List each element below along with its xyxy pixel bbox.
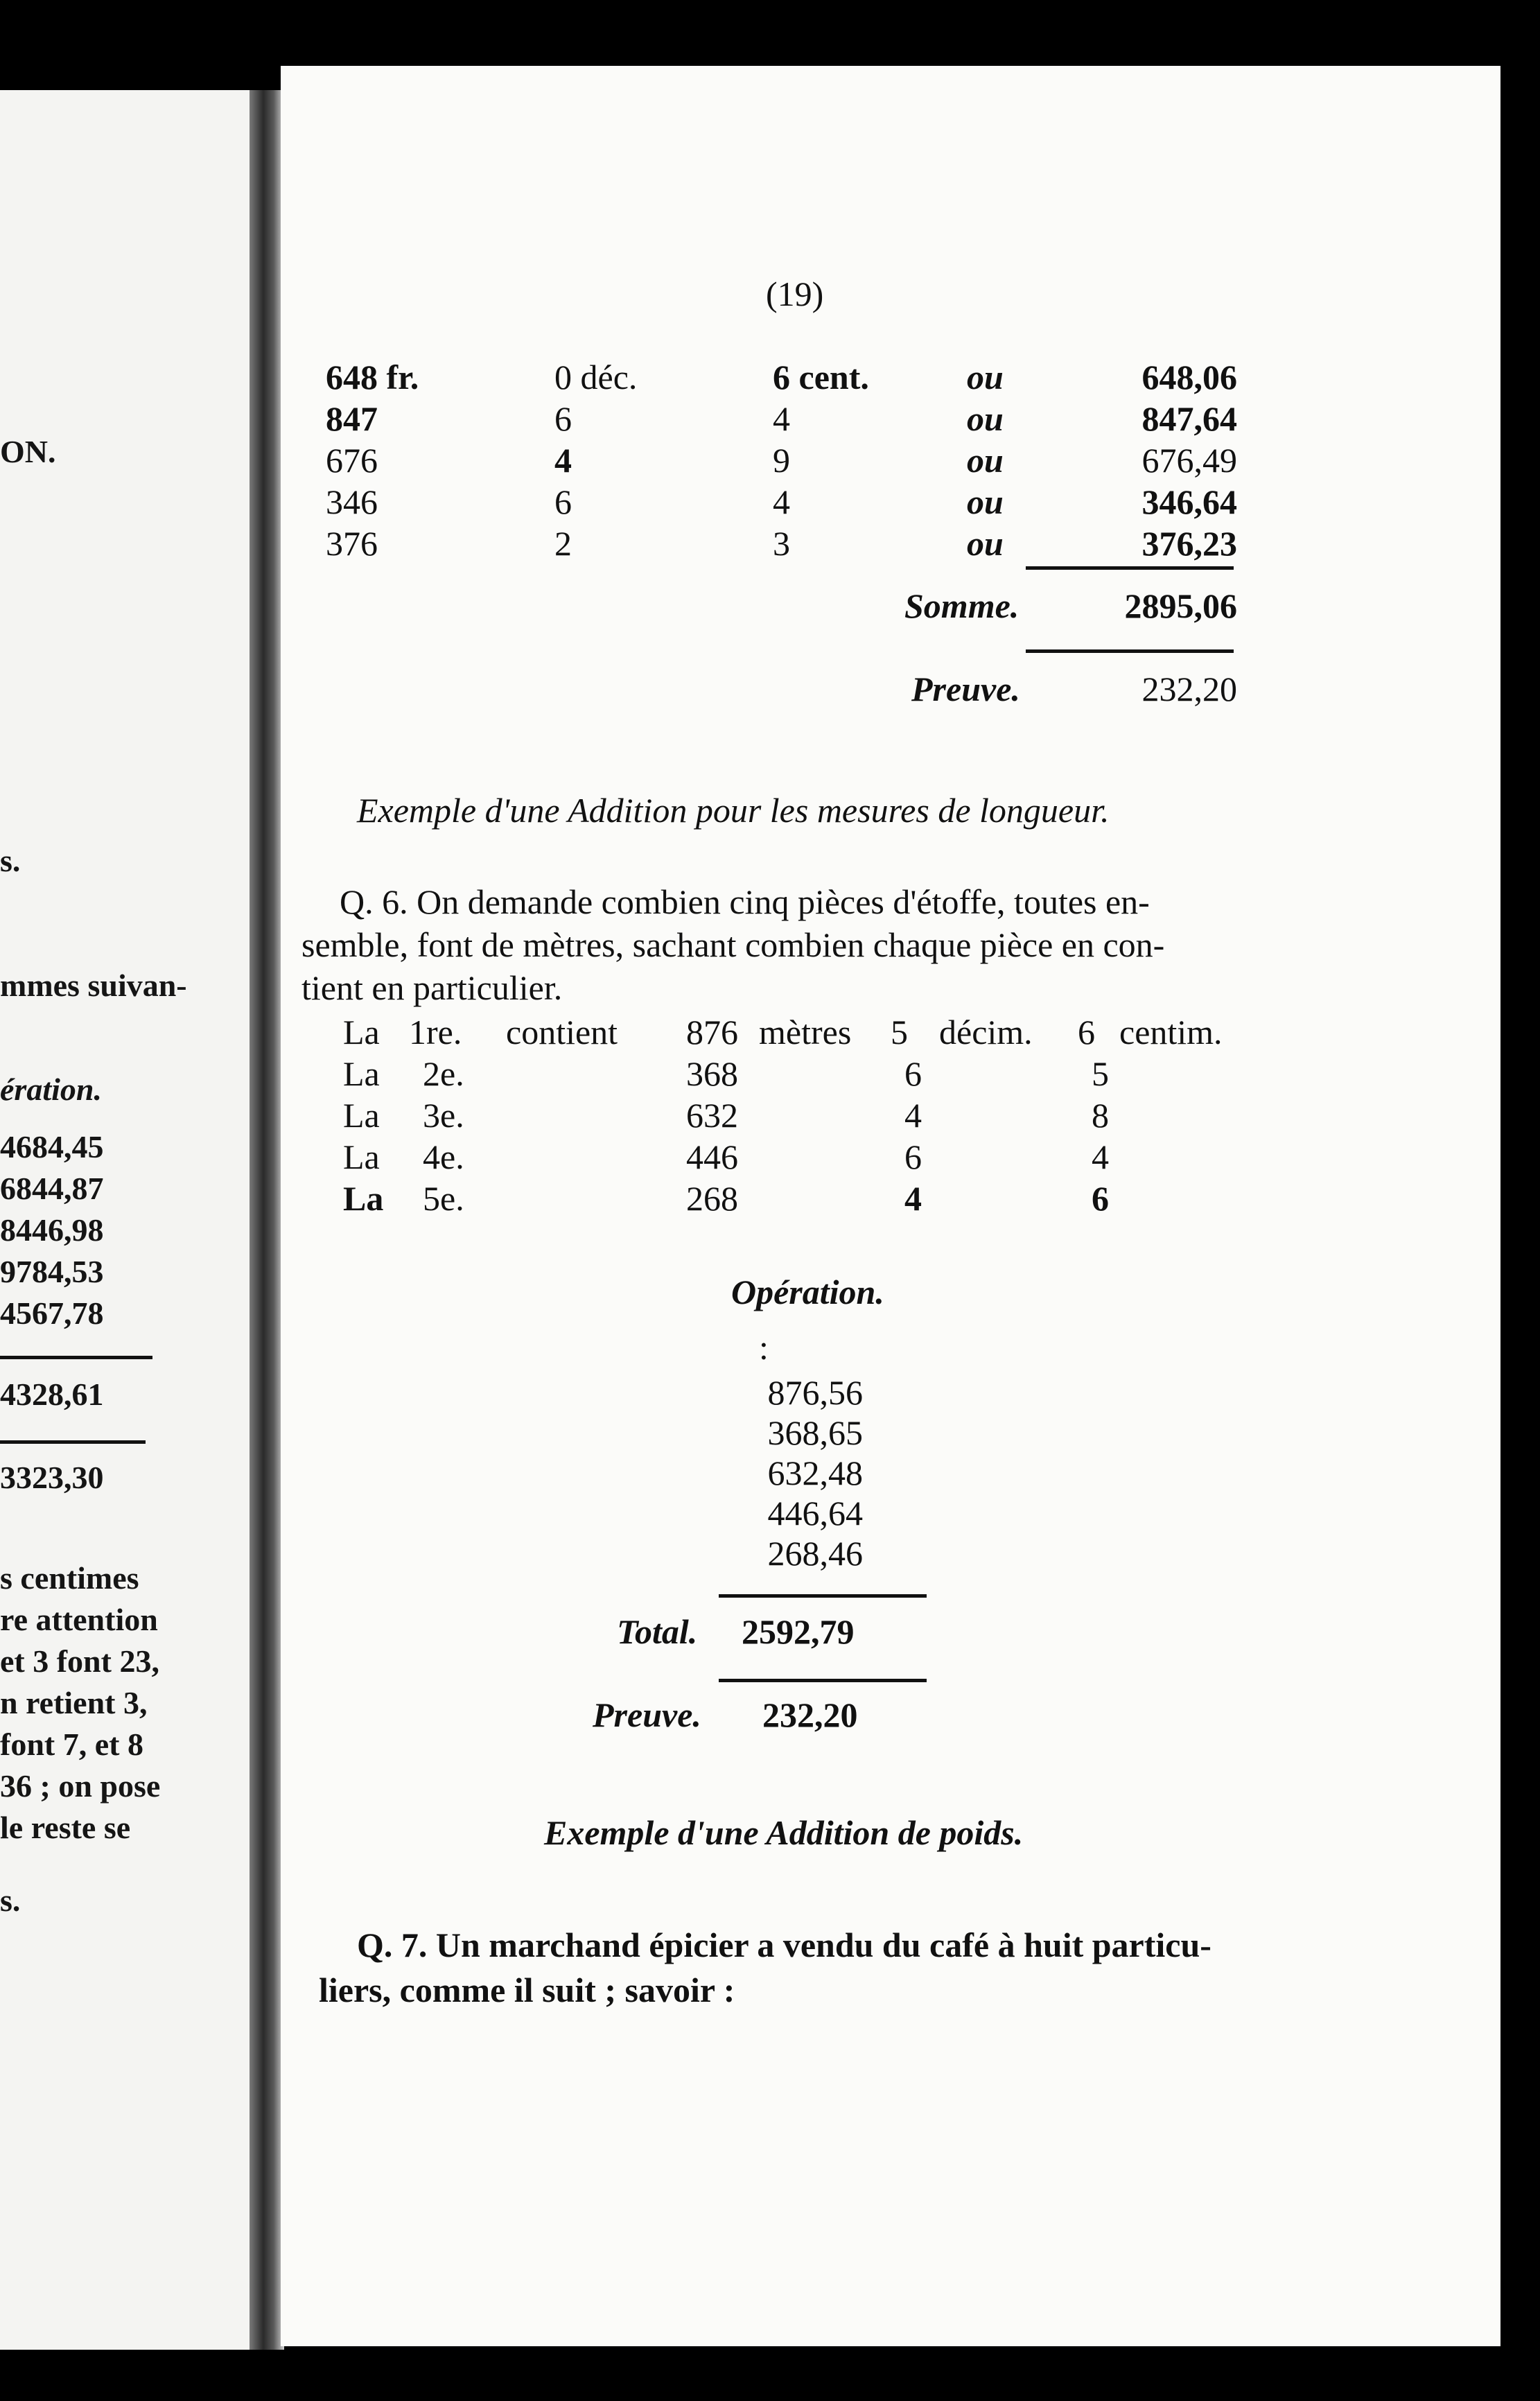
preuve-value: 232,20	[1141, 670, 1237, 708]
centimes-cell: 3	[773, 524, 790, 563]
total-cell: 376,23	[1141, 524, 1237, 563]
francs-cell: 847	[326, 399, 378, 438]
left-fragment-0: ON.	[0, 434, 56, 469]
left-fragment-3: ération.	[0, 1072, 102, 1107]
decim-cell: 4	[904, 1179, 922, 1218]
question-6-line-1: Q. 6. On demande combien cinq pièces d'étoffe, toutes en-	[340, 882, 1150, 921]
operation-value: 446,64	[767, 1494, 863, 1533]
decimes-cell: 4	[554, 441, 572, 480]
centim-cell: 8	[1092, 1096, 1109, 1135]
decimes-cell: 6	[554, 482, 572, 521]
centim-cell: 6	[1092, 1179, 1109, 1218]
preuve-rule	[1026, 649, 1234, 653]
ou-label: ou	[967, 482, 1004, 521]
left-fragment-8: 4567,78	[0, 1295, 104, 1331]
ordinal-cell: 2e.	[423, 1054, 464, 1093]
operation-colon: :	[759, 1328, 769, 1367]
la-cell: La	[343, 1054, 380, 1093]
left-fragment-18: s.	[0, 1883, 21, 1918]
caption-longueur: Exemple d'une Addition pour les mesures de longueur.	[357, 791, 1110, 830]
ou-label: ou	[967, 441, 1004, 480]
total-label: Total.	[617, 1612, 698, 1651]
operation-value: 876,56	[767, 1373, 863, 1412]
left-fragment-2: mmes suivan-	[0, 968, 187, 1003]
metres-cell: 632	[686, 1096, 738, 1135]
left-fragment-6: 8446,98	[0, 1212, 104, 1248]
preuve-label: Preuve.	[911, 670, 1020, 708]
total-cell: 648,06	[1141, 358, 1237, 396]
left-fragment-1: s.	[0, 843, 21, 878]
la-cell: La	[343, 1013, 380, 1051]
metres-unit: mètres	[759, 1013, 852, 1051]
total-cell: 676,49	[1141, 441, 1237, 480]
left-page-fragment	[0, 90, 258, 2350]
operation-value: 632,48	[767, 1453, 863, 1492]
ordinal-cell: 4e.	[423, 1137, 464, 1176]
metres-cell: 368	[686, 1054, 738, 1093]
left-fragment-12: re attention	[0, 1602, 158, 1637]
question-7-line-2: liers, comme il suit ; savoir :	[319, 1971, 735, 2009]
centimes-cell: 4	[773, 399, 790, 438]
metres-cell: 446	[686, 1137, 738, 1176]
metres-cell: 876	[686, 1013, 738, 1051]
operation-preuve-rule	[719, 1679, 927, 1682]
decim-cell: 4	[904, 1096, 922, 1135]
total-cell: 847,64	[1141, 399, 1237, 438]
page-number: (19)	[766, 274, 824, 313]
somme-label: Somme.	[904, 586, 1020, 625]
operation-preuve-label: Preuve.	[593, 1695, 701, 1734]
left-fragment-14: n retient 3,	[0, 1685, 148, 1720]
ordinal-cell: 5e.	[423, 1179, 464, 1218]
contient-label: contient	[506, 1013, 618, 1051]
left-fragment-13: et 3 font 23,	[0, 1643, 159, 1679]
total-rule	[719, 1594, 927, 1598]
left-rule-1	[0, 1356, 152, 1359]
ordinal-cell: 1re.	[409, 1013, 462, 1051]
caption-poids: Exemple d'une Addition de poids.	[544, 1813, 1024, 1852]
question-7-line-1: Q. 7. Un marchand épicier a vendu du café à huit particu-	[357, 1926, 1211, 1964]
left-fragment-5: 6844,87	[0, 1171, 104, 1206]
centimes-cell: 9	[773, 441, 790, 480]
left-fragment-9: 4328,61	[0, 1377, 104, 1412]
left-fragment-10: 3323,30	[0, 1460, 104, 1495]
decim-cell: 5	[891, 1013, 908, 1051]
francs-cell: 346	[326, 482, 378, 521]
left-fragment-16: 36 ; on pose	[0, 1768, 161, 1804]
left-fragment-11: s centimes	[0, 1560, 139, 1596]
metres-cell: 268	[686, 1179, 738, 1218]
ou-label: ou	[967, 399, 1004, 438]
left-fragment-4: 4684,45	[0, 1129, 104, 1164]
francs-cell: 648 fr.	[326, 358, 419, 396]
decim-cell: 6	[904, 1137, 922, 1176]
centimes-cell: 6 cent.	[773, 358, 869, 396]
decim-cell: 6	[904, 1054, 922, 1093]
operation-value: 368,65	[767, 1413, 863, 1452]
page-19	[281, 66, 1500, 2346]
left-fragment-17: le reste se	[0, 1810, 131, 1845]
ordinal-cell: 3e.	[423, 1096, 464, 1135]
operation-preuve-value: 232,20	[762, 1695, 858, 1734]
centim-cell: 6	[1078, 1013, 1095, 1051]
question-6-line-2: semble, font de mètres, sachant combien chaque pièce en con-	[301, 925, 1165, 964]
centim-cell: 4	[1092, 1137, 1109, 1176]
left-fragment-7: 9784,53	[0, 1254, 104, 1289]
centim-unit: centim.	[1119, 1013, 1223, 1051]
decimes-cell: 0 déc.	[554, 358, 638, 396]
total-value: 2592,79	[742, 1612, 855, 1651]
decim-unit: décim.	[939, 1013, 1033, 1051]
centim-cell: 5	[1092, 1054, 1109, 1093]
question-6-line-3: tient en particulier.	[301, 968, 563, 1007]
book-gutter	[250, 90, 284, 2350]
left-fragment-15: font 7, et 8	[0, 1727, 143, 1762]
centimes-cell: 4	[773, 482, 790, 521]
francs-cell: 376	[326, 524, 378, 563]
ou-label: ou	[967, 524, 1004, 563]
la-cell: La	[343, 1137, 380, 1176]
sum-rule	[1026, 566, 1234, 570]
francs-cell: 676	[326, 441, 378, 480]
operation-value: 268,46	[767, 1534, 863, 1573]
la-cell: La	[343, 1096, 380, 1135]
decimes-cell: 6	[554, 399, 572, 438]
somme-value: 2895,06	[1124, 586, 1237, 625]
ou-label: ou	[967, 358, 1004, 396]
decimes-cell: 2	[554, 524, 572, 563]
operation-title: Opération.	[731, 1273, 884, 1311]
la-cell: La	[343, 1179, 384, 1218]
left-rule-2	[0, 1440, 146, 1444]
total-cell: 346,64	[1141, 482, 1237, 521]
